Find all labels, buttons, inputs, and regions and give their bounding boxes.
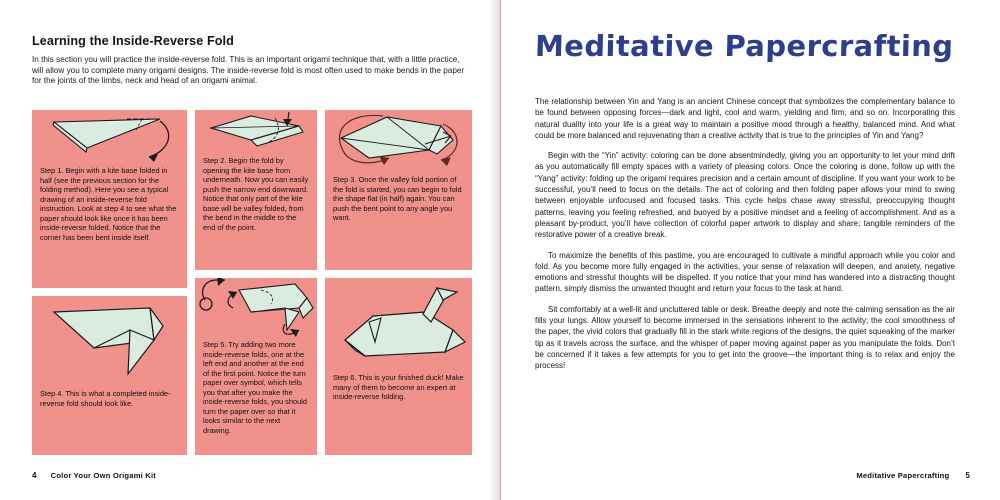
step-panel-2 [195, 110, 317, 270]
kite-base-opened-icon [195, 110, 317, 156]
intro-paragraph: In this section you will practice the inside-reverse fold. This is an important origami technique that, with a little practice, will allow you to complete many origami designs. The inside-reverse fold is most often used to make bends in the paper for the joints of the limbs, neck and head of an origami animal. [32, 55, 465, 86]
step-panel-4 [32, 296, 187, 455]
turn-paper-over-symbol-icon [195, 278, 317, 340]
right-page-body [535, 96, 955, 381]
right-running-head: Meditative Papercrafting [856, 471, 950, 480]
left-page-number: 4 [32, 471, 37, 480]
body-paragraph-3: To maximize the benefits of this pastime, you are encouraged to cultivate a mindful approach while you color and fold. As you become more fully engaged in the activities, your sense of relaxation will deepen, and anxiety, negative emotions and stressful thoughts will be dispelled. If you notice that your mind has wandered into a distracting thought pattern, simply dismiss the unwanted thought and return your focus to the task at hand. [535, 250, 955, 294]
step-panel-5 [195, 278, 317, 455]
step-panel-6 [325, 278, 472, 455]
step-5-caption: Step 5. Try adding two more inside-reverse folds, one at the left end and another at the end of the first point. Notice the turn paper over symbol, which tells you that after you make the inside-reverse folds, you should turn the paper over so that it looks similar to the next drawing. [203, 340, 307, 435]
step-panel-1 [32, 110, 187, 288]
step-3-caption: Step 3. Once the valley fold portion of the fold is started, you can begin to fold the shape flat (in half) again. You can push the bent point to any angle you want. [333, 175, 462, 222]
right-page-number: 5 [965, 471, 970, 480]
origami-duck-icon [325, 278, 472, 373]
body-paragraph-4: Sit comfortably at a well-lit and uncluttered table or desk. Breathe deeply and note the calming sensation as the air fills your lungs. Allow yourself to become immersed in the sensations inherent to the activity; the cool smoothness of the paper, the vivid colors that gradually fill in the stark white regions of the designs, the quiet squeaking of the marker tip as it travels across the surface, and the whisper of paper moving against paper as you manipulate the folds. Don’t be concerned if it takes a few attempts for you to get into the groove—the important thing is to relax and enjoy the process! [535, 304, 955, 371]
body-paragraph-2: Begin with the “Yin” activity: coloring can be done absentmindedly, giving you an opportunity to let your mind drift as you automatically fill empty spaces with a variety of pleasing colors. Once the coloring is done, follow up with the “Yang” activity: folding up the origami requires precision and a certain amount of discipline. If you want your work to be successful, you’ll need to focus on the details. The act of coloring and then folding paper allows your mind to swing between enjoyable unfocused and focused tasks. This cycle helps chase away stressful, preoccupying thought patterns, leaving you feeling refreshed, and buoyed by a positive mindset and a feeling of accomplishment. And as a pleasant by-product, you’ll have collection of colorful paper artwork to display and share; tangible reminders of the restorative power of a creative break. [535, 151, 955, 240]
body-paragraph-1: The relationship between Yin and Yang is an ancient Chinese concept that symbolizes the complementary balance to be found between opposing forces—dark and light, cool and warm, yielding and firm, and so on. Incorporating this natural duality into your life is a great way to maintain a positive mood through a healthy, balanced mind. And what could be more balanced and rejuvenating than a creative activity that is true to the principles of Yin and Yang? [535, 97, 955, 140]
step-4-caption: Step 4. This is what a completed inside-reverse fold should look like. [40, 389, 171, 408]
step-panel-grid [32, 110, 472, 455]
left-page-header [32, 34, 472, 87]
right-page-header [535, 30, 955, 63]
left-running-head: Color Your Own Origami Kit [50, 471, 156, 480]
completed-reverse-fold-icon [32, 296, 187, 389]
right-page [500, 0, 1000, 500]
step-2-caption: Step 2. Begin the fold by opening the kite base from underneath. Now you can easily push the narrow end downward. Notice that only part of the kite base will be valley folded, from the bend in the middle to the end of the point. [203, 156, 309, 232]
folding-flat-icon [325, 110, 472, 175]
step-5-diagram [195, 278, 317, 340]
kite-base-diagram-icon [32, 110, 187, 166]
step-2-diagram [195, 110, 317, 156]
step-6-diagram [325, 278, 472, 373]
step-6-caption: Step 6. This is your finished duck! Make many of them to become an expert at inside-reverse folding. [333, 373, 464, 401]
gutter-shadow [489, 0, 500, 500]
right-page-footer [856, 471, 970, 480]
step-panel-3 [325, 110, 472, 270]
step-4-diagram [32, 296, 187, 389]
left-page-footer [32, 471, 156, 480]
step-1-diagram [32, 110, 187, 166]
page-title: Learning the Inside-Reverse Fold [32, 34, 234, 48]
step-1-caption: Step 1. Begin with a kite base folded in half (see the previous section for the folding method). Here you see a typical drawing of an inside-reverse fold instruction. Look at step 4 to see what the paper should look like once it has been inside-reverse folded. Notice that the corner has been bent inside itself. [40, 166, 177, 242]
step-3-diagram [325, 110, 472, 175]
chapter-title: Meditative Papercrafting [534, 29, 954, 63]
